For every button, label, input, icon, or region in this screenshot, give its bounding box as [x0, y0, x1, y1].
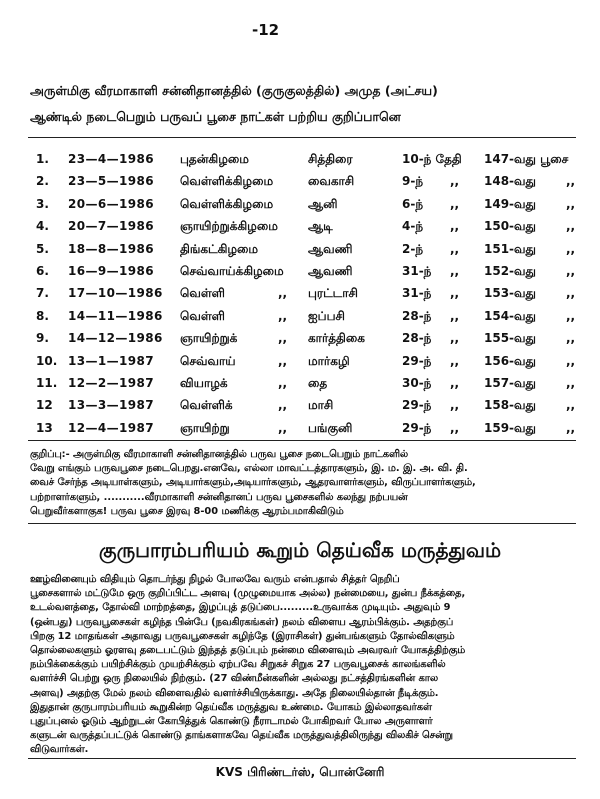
pooja-number: 148-வது	[484, 174, 536, 189]
tamil-month: வைகாசி	[308, 174, 355, 189]
ditto-mark: ,,	[278, 353, 288, 368]
pooja-number: 158-வது	[484, 398, 536, 413]
tamil-date: 31-ந்	[402, 263, 432, 278]
schedule-row	[30, 242, 585, 264]
pooja-number: 155-வது	[484, 331, 536, 346]
serial-number: 7.	[36, 286, 49, 301]
body-line: களுடன் வருத்தப்பட்டுக் கொண்டு தாங்களாகவே தெய்வீக மருத்துவத்திலிருந்து விலகிச் சென்று	[30, 730, 453, 742]
schedule-row	[30, 174, 585, 196]
tamil-date: 10-ந் தேதி	[402, 152, 462, 166]
pooja-suffix: ,,	[566, 331, 576, 346]
pooja-schedule-table	[30, 152, 585, 443]
ditto-mark: ,,	[450, 353, 460, 368]
schedule-row	[30, 309, 585, 331]
note-paragraph	[30, 448, 578, 519]
divider-middle	[28, 440, 576, 441]
serial-number: 3.	[36, 196, 49, 211]
date: 23—4—1986	[68, 152, 155, 166]
body-line: அளவு) அதற்கு மேல் நலம் விளைவதில் வளர்ச்சியிருக்காது. அதே நிலையில்தான் நீடிக்கும்.	[30, 687, 439, 699]
date: 23—5—1986	[68, 174, 155, 189]
ditto-mark: ,,	[450, 219, 460, 234]
date: 14—12—1986	[68, 331, 163, 346]
ditto-mark: ,,	[450, 174, 460, 189]
body-line: (ஒன்பது) பருவபூசைகள் கழிந்த பின்பே (நவகிரகங்கள்) நலம் விளைய ஆரம்பிக்கும். அதற்குப்	[30, 616, 454, 628]
weekday: புதன்கிழமை	[180, 152, 249, 166]
pooja-suffix: ,,	[566, 420, 576, 435]
pooja-suffix: ,,	[566, 353, 576, 368]
serial-number: 2.	[36, 174, 49, 189]
schedule-row	[30, 376, 585, 398]
pooja-suffix: ,,	[566, 286, 576, 301]
tamil-month: தை	[308, 375, 328, 390]
pooja-suffix: ,,	[566, 398, 576, 413]
serial-number: 13	[36, 420, 53, 435]
tamil-date: 6-ந்	[402, 196, 424, 211]
serial-number: 10.	[36, 353, 58, 368]
schedule-row	[30, 152, 585, 174]
pooja-suffix: ,,	[566, 196, 576, 211]
tamil-date: 29-ந்	[402, 353, 432, 368]
pooja-number: 156-வது	[484, 353, 536, 368]
ditto-mark: ,,	[450, 263, 460, 278]
ditto-mark: ,,	[278, 286, 288, 301]
ditto-mark: ,,	[450, 331, 460, 346]
weekday: திங்கட்கிழமை	[180, 241, 259, 256]
body-line: விடுவார்கள்.	[30, 744, 89, 756]
ditto-mark: ,,	[450, 196, 460, 211]
note-line: பற்றாளர்களும், ...........வீரமாகாளி சன்னிதானப் பருவ பூசைகளில் கலந்து நற்பயன்	[30, 491, 408, 503]
tamil-date: 29-ந்	[402, 398, 432, 413]
pooja-suffix: ,,	[566, 375, 576, 390]
pooja-number: 157-வது	[484, 375, 536, 390]
date: 13—3—1987	[68, 398, 155, 413]
ditto-mark: ,,	[450, 420, 460, 435]
body-line: புதுப்புனல் ஓடும் ஆற்றுடன் கோபித்துக் கொண்டு நீராடாமல் போகிறவர் போல அருளாளர்	[30, 716, 433, 728]
printer-credit: KVS பிரிண்டர்ஸ், பொன்னேரி	[215, 765, 385, 779]
date: 16—9—1986	[68, 263, 155, 278]
tamil-date: 4-ந்	[402, 219, 424, 234]
serial-number: 11.	[36, 375, 58, 390]
heading-line-1: அருள்மிகு வீரமாகாளி சன்னிதானத்தில் (குருகுலத்தில்) அமுத (அட்சய)	[30, 83, 438, 98]
divider-top	[28, 137, 576, 138]
ditto-mark: ,,	[450, 375, 460, 390]
tamil-month: ஆவணி	[308, 263, 353, 278]
tamil-month: ஆவணி	[308, 241, 353, 256]
serial-number: 1.	[36, 152, 49, 166]
tamil-month: மார்கழி	[308, 353, 350, 368]
serial-number: 4.	[36, 219, 49, 234]
schedule-row	[30, 331, 585, 353]
tamil-month: ஐப்பசி	[308, 308, 345, 323]
tamil-date: 30-ந்	[402, 375, 432, 390]
weekday: செவ்வாய்க்கிழமை	[180, 263, 284, 278]
note-line: வைச் சேர்ந்த அடியாள்களும், அடியார்களும்,அடியார்களும், ஆதரவாளர்களும், விருப்பாளர்களும்,	[30, 477, 476, 489]
pooja-number: 154-வது	[484, 308, 536, 323]
schedule-row	[30, 197, 585, 219]
pooja-number: 159-வது	[484, 420, 536, 435]
date: 12—4—1987	[68, 420, 155, 435]
schedule-row	[30, 398, 585, 420]
schedule-row	[30, 219, 585, 241]
ditto-mark: ,,	[278, 308, 288, 323]
weekday: வெள்ளிக்கிழமை	[180, 196, 274, 211]
weekday: செவ்வாய்	[180, 353, 236, 368]
body-line: ஊழ்வினையும் விதியும் தொடர்ந்து நிழல் போலவே வரும் என்பதால் சித்தர் நெறிப்	[30, 574, 400, 585]
pooja-number: 149-வது	[484, 196, 536, 211]
tamil-date: 28-ந்	[402, 308, 432, 323]
ditto-mark: ,,	[278, 331, 288, 346]
weekday: வெள்ளிக்	[180, 398, 233, 413]
pooja-number: 147-வது பூசை	[484, 152, 569, 166]
note-line: வேறு எங்கும் பருவபூசை நடைபெறது.எனவே, எல்லா மாவட்டத்தாரகளும், இ. ம. இ. அ. வி. தி.	[30, 463, 468, 475]
date: 20—6—1986	[68, 196, 155, 211]
tamil-month: சித்திரை	[308, 152, 353, 166]
body-line: பிறகு 12 மாதங்கள் அதாவது பருவபூசைகள் கழிந்தே (இராசிகள்) துன்பங்களும் தோல்விகளும்	[30, 630, 455, 642]
tamil-month: பங்குனி	[308, 420, 353, 435]
tamil-date: 29-ந்	[402, 420, 432, 435]
note-line: பெறுவீர்களாகுக! பருவ பூசை இரவு 8-00 மணிக்கு ஆரம்பமாகிவிடும்	[30, 505, 344, 517]
ditto-mark: ,,	[450, 398, 460, 413]
serial-number: 5.	[36, 241, 49, 256]
ditto-mark: ,,	[450, 308, 460, 323]
schedule-row	[30, 264, 585, 286]
tamil-date: 2-ந்	[402, 241, 424, 256]
note-line: குறிப்பு:- அருள்மிகு வீரமாகாளி சன்னிதானத்தில் பருவ பூசை நடைபெறும் நாட்களில்	[30, 449, 408, 460]
pooja-suffix: ,,	[566, 241, 576, 256]
tamil-month: மாசி	[308, 398, 334, 413]
body-paragraph	[30, 573, 578, 758]
date: 17—10—1986	[68, 286, 163, 301]
pooja-suffix: ,,	[566, 174, 576, 189]
pooja-suffix: ,,	[566, 263, 576, 278]
divider-note	[28, 523, 576, 524]
schedule-row	[30, 354, 585, 376]
body-line: இதுதான் குருபாரம்பரியம் கூறுகின்ற தெய்வீக மருத்துவ உண்மை. யோகம் இல்லாதவர்கள்	[30, 701, 432, 713]
date: 12—2—1987	[68, 375, 155, 390]
heading-line-2: ஆண்டில் நடைபெறும் பருவப் பூசை நாட்கள் பற்றிய குறிப்பானெ	[30, 109, 401, 124]
tamil-date: 28-ந்	[402, 331, 432, 346]
tamil-month: ஆடி	[308, 219, 333, 234]
pooja-number: 150-வது	[484, 219, 536, 234]
date: 13—1—1987	[68, 353, 155, 368]
ditto-mark: ,,	[450, 241, 460, 256]
schedule-row	[30, 286, 585, 308]
divider-footer	[28, 758, 576, 759]
pooja-suffix: ,,	[566, 308, 576, 323]
tamil-month: கார்த்திகை	[308, 331, 365, 346]
body-line: பூசைகளால் மட்டுமே ஒரு குறிப்பிட்ட அளவு (முழுமையாக அல்ல) நன்மையை, துன்ப நீக்கத்தை,	[30, 588, 466, 600]
weekday: ஞாயிற்றுக்	[180, 331, 238, 346]
tamil-month: ஆனி	[308, 196, 338, 211]
body-line: உடல்வளத்தை, தோல்வி மாற்றத்தை, இழப்புத் தடுப்பை.........உருவாக்க முடியும். அதுவும் 9	[30, 602, 451, 614]
body-line: தொல்லைகளும் ஓரளவு தடைபட்டும் இந்தத் தடுப்பும் நன்மை விளைவும் அவரவர் யோகத்திற்கும்	[30, 645, 466, 657]
date: 14—11—1986	[68, 308, 163, 323]
weekday: வெள்ளி	[180, 286, 225, 301]
weekday: வெள்ளி	[180, 308, 225, 323]
date: 18—8—1986	[68, 241, 155, 256]
weekday: ஞாயிற்றுக்கிழமை	[180, 219, 278, 234]
schedule-heading	[30, 78, 578, 130]
tamil-date: 9-ந்	[402, 174, 424, 189]
weekday: வியாழக்	[180, 375, 228, 390]
weekday: ஞாயிற்று	[180, 420, 230, 435]
serial-number: 6.	[36, 263, 49, 278]
ditto-mark: ,,	[278, 420, 288, 435]
serial-number: 9.	[36, 331, 49, 346]
pooja-number: 152-வது	[484, 263, 536, 278]
date: 20—7—1986	[68, 219, 155, 234]
pooja-number: 153-வது	[484, 286, 536, 301]
tamil-date: 31-ந்	[402, 286, 432, 301]
weekday: வெள்ளிக்கிழமை	[180, 174, 274, 189]
section-title: குருபாரம்பரியம் கூறும் தெய்வீக மருத்துவம்	[98, 538, 502, 562]
ditto-mark: ,,	[278, 375, 288, 390]
ditto-mark: ,,	[278, 398, 288, 413]
body-line: நம்பிக்கைக்கும் பயிற்சிக்கும் முயற்சிக்கும் ஏற்பவே சிறுகச் சிறுக 27 பருவபூசைக் காலங்களில்	[30, 659, 446, 671]
pooja-suffix: ,,	[566, 219, 576, 234]
body-line: வளர்ச்சி பெற்று ஒரு நிலையில் நிற்கும். (27 விண்மீன்களின் அல்லது நட்சத்திரங்களின் கால	[30, 673, 438, 685]
page-number: -12	[252, 21, 280, 39]
serial-number: 8.	[36, 308, 49, 323]
ditto-mark: ,,	[450, 286, 460, 301]
serial-number: 12	[36, 398, 53, 413]
pooja-number: 151-வது	[484, 241, 536, 256]
tamil-month: புரட்டாசி	[308, 286, 358, 301]
